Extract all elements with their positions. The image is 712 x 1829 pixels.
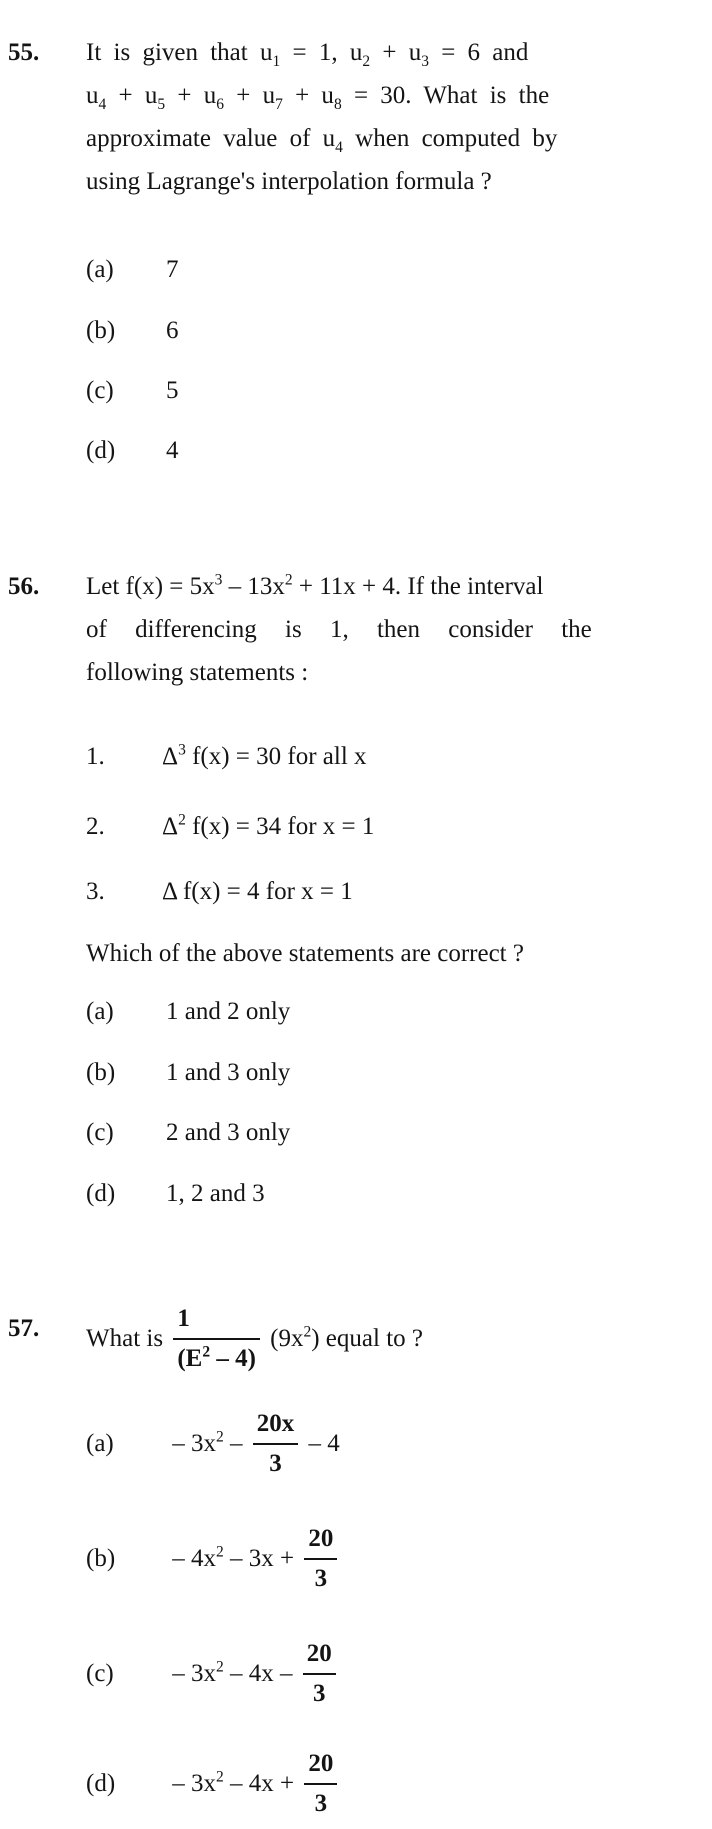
option-a[interactable]: $(a) - 3x^2$ – $\frac{20x}{3}$ – 4 (86, 1405, 340, 1485)
question-number: 56. (8, 573, 40, 600)
statement-3: 3. Δ f(x) = 4 for x = 1 (86, 878, 353, 905)
option-d[interactable]: $(d) - 3x^2 - 4x$ + $\frac{20}{3}$ (86, 1745, 341, 1825)
question-stem: What is $\frac{1}{(E^2 - 4)}$ $(9x^2)$ equal to ? (86, 1300, 702, 1380)
option-b[interactable]: $(b) - 4x^2 - 3x$ + $\frac{20}{3}$ (86, 1520, 341, 1600)
stem-line: approximate value of $u_4$ when computed by (86, 125, 558, 156)
fraction: $\frac{20x}{3}$ (253, 1405, 299, 1482)
option-b[interactable]: (b) 6 (86, 317, 179, 344)
option-c[interactable]: (c) 5 (86, 377, 179, 404)
statement-1: 1. $\Delta^3$ f(x) = 30 for all x (86, 741, 367, 770)
fraction: $\frac{1}{(E^2 - 4)}$ (173, 1300, 260, 1377)
option-a[interactable]: (a) 1 and 2 only (86, 998, 291, 1025)
question-prompt: Which of the above statements are correct ? (86, 940, 524, 967)
fraction: $\frac{20}{3}$ (303, 1635, 336, 1712)
fraction: $\frac{20}{3}$ (304, 1520, 337, 1597)
stem-line: of differencing is 1, then consider the (86, 616, 592, 643)
option-d[interactable]: (d) 4 (86, 437, 179, 464)
option-b[interactable]: (b) 1 and 3 only (86, 1059, 291, 1086)
option-c[interactable]: $(c) - 3x^2 - 4x$ – $\frac{20}{3}$ (86, 1635, 340, 1715)
option-d[interactable]: (d) 1, 2 and 3 (86, 1180, 265, 1207)
question-stem (86, 34, 702, 206)
stem-line: Let $f(x) = 5x^3 - 13x^2 + 11x + 4$. If the interval (86, 571, 544, 600)
option-c[interactable]: (c) 2 and 3 only (86, 1119, 291, 1146)
question-number: 57. (8, 1315, 40, 1342)
option-a[interactable]: (a) 7 (86, 256, 179, 283)
statement-2: 2. $\Delta^2$ f(x) = 34 for x = 1 (86, 811, 375, 840)
stem-line: following statements : (86, 659, 309, 686)
stem-line: It is given that $u_1 = 1$, $u_2 + u_3 = 6$ and (86, 39, 529, 70)
fraction: $\frac{20}{3}$ (304, 1745, 337, 1822)
stem-line: $u_4 + u_5 + u_6 + u_7 + u_8 = 30$. What is the (86, 82, 550, 113)
question-stem (86, 568, 702, 697)
question-number: 55. (8, 39, 40, 66)
stem-line: using Lagrange's interpolation formula ? (86, 168, 492, 195)
